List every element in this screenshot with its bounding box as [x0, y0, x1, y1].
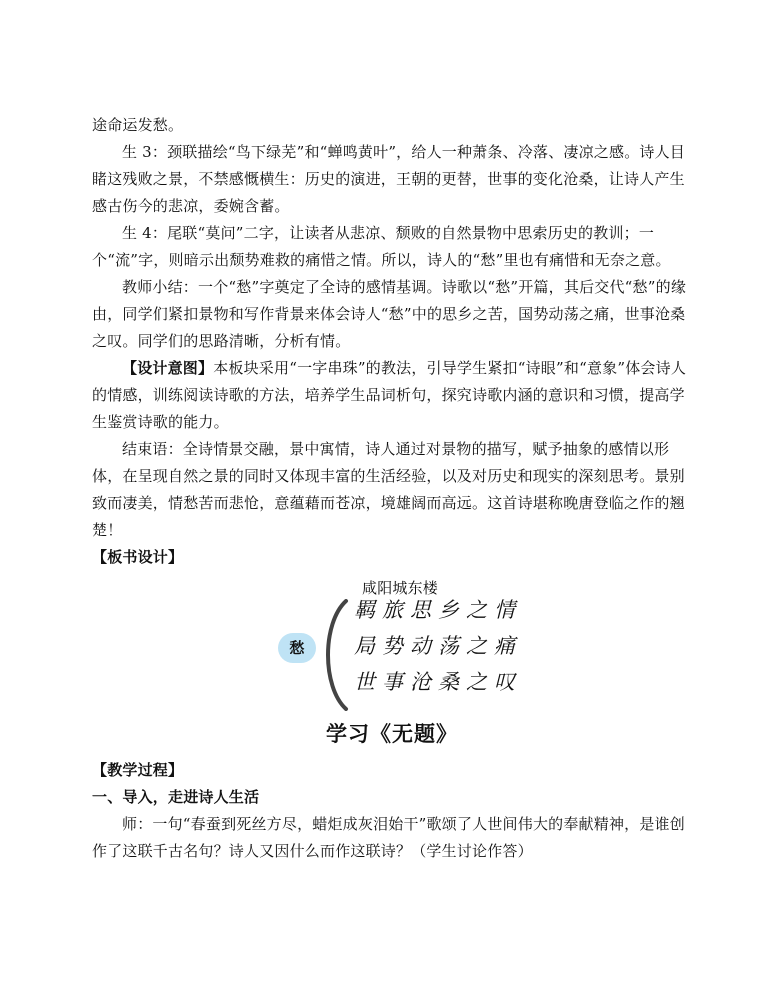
process-heading: 【教学过程】 [92, 761, 184, 779]
board-line-1: 羁旅思乡之情 [354, 598, 522, 622]
board-center-badge: 愁 [278, 633, 316, 663]
board-heading: 【板书设计】 [92, 548, 184, 566]
step1-text: 师：一句“春蚕到死丝方尽，蜡炬成灰泪始干”歌颂了人世间伟大的奉献精神，是谁创作了这联千古名句？诗人又因什么而作这联诗？（学生讨论作答） [92, 815, 685, 860]
board-design [92, 571, 692, 716]
paragraph-continuation: 途命运发愁。 [92, 116, 184, 134]
paragraph-design-intent [92, 355, 692, 436]
paragraph-teacher-summary: 教师小结：一个“愁”字奠定了全诗的感情基调。诗歌以“愁”开篇，其后交代“愁”的缘由，同学们紧扣景物和写作背景来体会诗人“愁”中的思乡之苦，国势动荡之痛，世事沧桑之叹。同学们的思路清晰，分析有情。 [92, 278, 687, 350]
paragraph-closing: 结束语：全诗情景交融，景中寓情，诗人通过对景物的描写，赋予抽象的感情以形体，在呈现自然之景的同时又体现丰富的生活经验，以及对历史和现实的深刻思考。景别致而凄美，情愁苦而悲怆，意蕴藉而苍凉，境雄阔而高远。这首诗堪称晚唐登临之作的翘楚！ [92, 440, 685, 539]
section-title: 学习《无题》 [326, 721, 458, 746]
board-title: 咸阳城东楼 [362, 579, 439, 597]
design-intent-label: 【设计意图】 [122, 359, 214, 377]
paragraph-student-3: 生 3：颈联描绘“鸟下绿芜”和“蝉鸣黄叶”，给人一种萧条、冷落、凄凉之感。诗人目睹这残败之景，不禁感慨横生：历史的演进，王朝的更替，世事的变化沧桑，让诗人产生感古伤今的悲凉，委婉含蓄。 [92, 143, 685, 215]
document-body [92, 112, 692, 865]
paragraph-student-4: 生 4：尾联“莫问”二字，让读者从悲凉、颓败的自然景物中思索历史的教训；一个“流”字，则暗示出颓势难救的痛惜之情。所以，诗人的“愁”里也有痛惜和无奈之意。 [92, 224, 671, 269]
board-line-2: 局势动荡之痛 [354, 634, 522, 658]
curved-brace-icon [316, 599, 352, 711]
step1-heading: 一、导入，走进诗人生活 [92, 788, 260, 806]
design-intent-text: 本板块采用“一字串珠”的教法，引导学生紧扣“诗眼”和“意象”体会诗人的情感，训练阅读诗歌的方法，培养学生品词析句，探究诗歌内涵的意识和习惯，提高学生鉴赏诗歌的能力。 [92, 359, 687, 431]
board-line-3: 世事沧桑之叹 [354, 670, 522, 694]
